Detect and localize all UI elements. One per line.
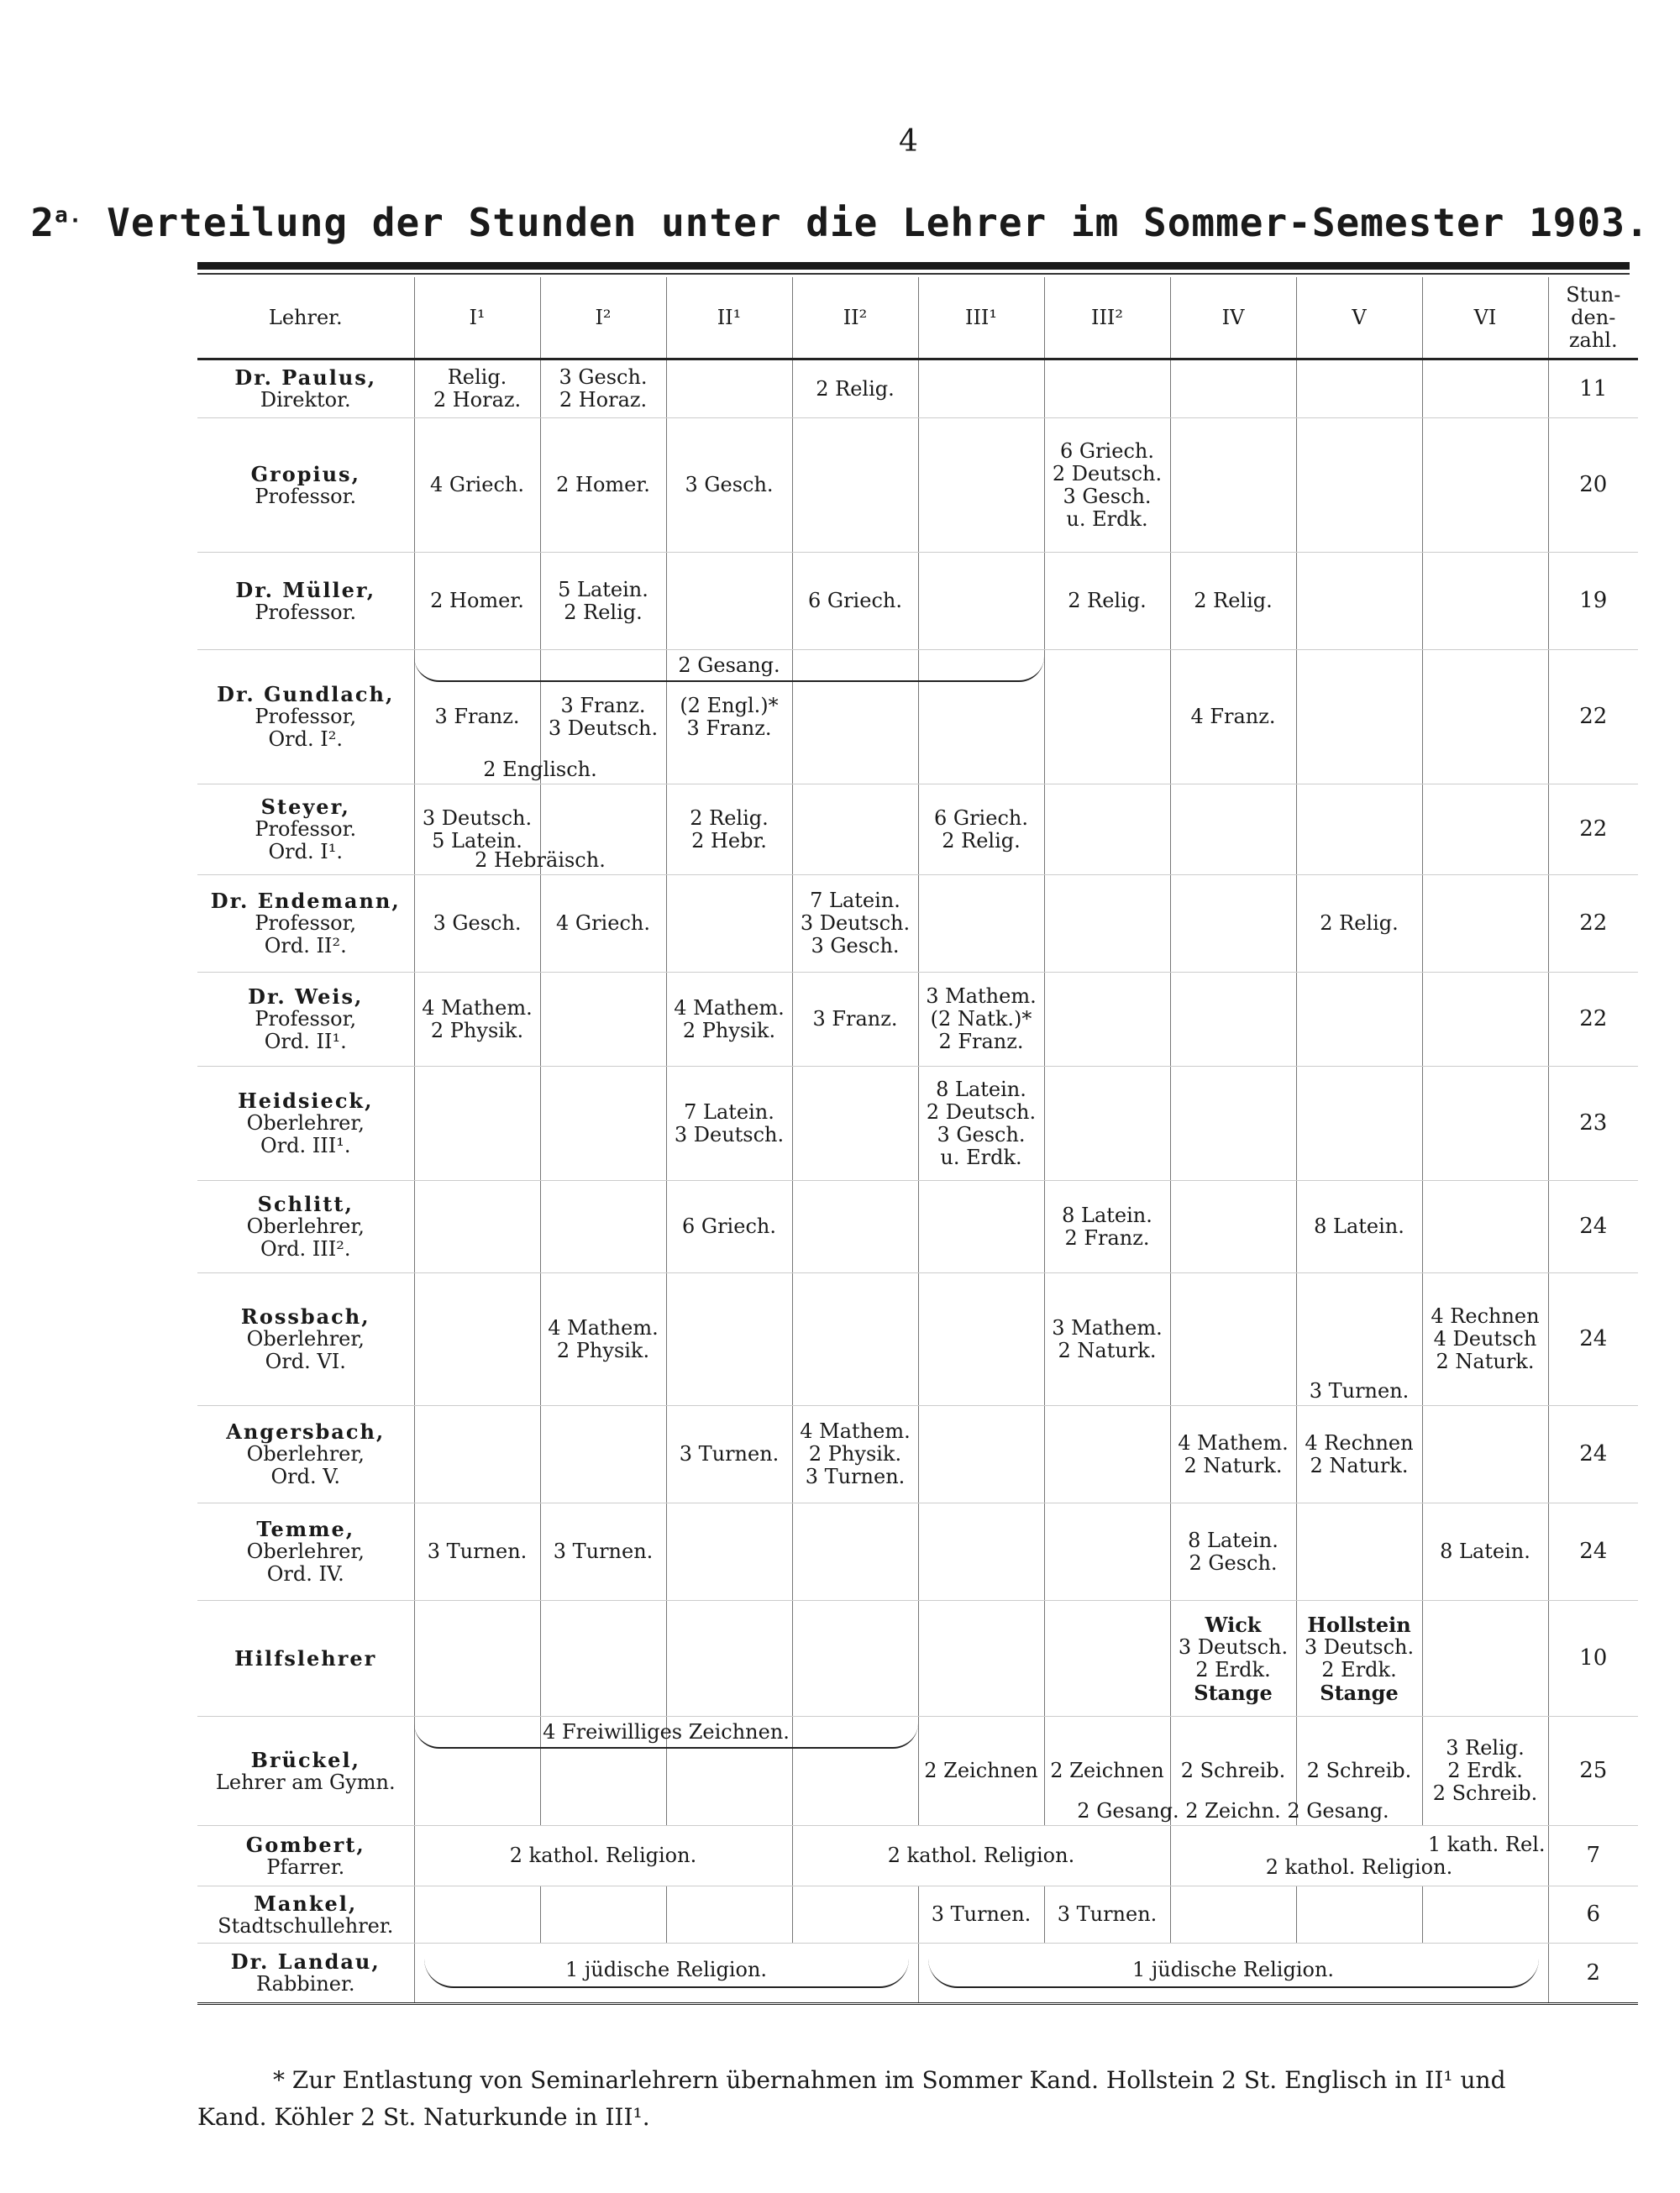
class-cell: 3 Franz. 3 Deutsch. xyxy=(540,650,666,784)
class-cell: 2 Zeichnen xyxy=(918,1717,1044,1826)
schedule-table xyxy=(197,277,1638,2005)
teacher-title: Direktor. xyxy=(260,388,351,412)
total-hours: 24 xyxy=(1548,1181,1638,1273)
class-cell: 3 Relig. 2 Erdk. 2 Schreib. xyxy=(1422,1717,1548,1826)
class-cell xyxy=(1170,418,1296,553)
total-hours: 11 xyxy=(1548,359,1638,418)
class-cell xyxy=(1044,1406,1170,1503)
class-cell xyxy=(666,1886,792,1944)
teacher-cell xyxy=(197,1067,414,1181)
class-cell: 2 Relig. xyxy=(1044,553,1170,650)
class-cell: 2 Relig. 2 Hebr. xyxy=(666,784,792,875)
class-cell xyxy=(1422,650,1548,784)
total-hours: 6 xyxy=(1548,1886,1638,1944)
teacher-name: Brückel, xyxy=(250,1747,360,1772)
class-cell xyxy=(1422,1886,1548,1944)
table-row xyxy=(197,1067,1638,1181)
span-cell xyxy=(918,1944,1548,2004)
class-cell xyxy=(1296,973,1422,1067)
total-hours: 22 xyxy=(1548,875,1638,973)
assistant-name: Hollstein xyxy=(1307,1612,1411,1637)
class-cell xyxy=(792,1181,918,1273)
class-cell: 2 Homer. xyxy=(414,553,540,650)
teacher-title: Professor. xyxy=(255,484,357,508)
span-text: 2 kathol. Religion. xyxy=(1265,1855,1453,1879)
class-cell xyxy=(1044,1601,1170,1717)
teacher-name: Heidsieck, xyxy=(238,1089,374,1113)
teacher-cell xyxy=(197,1503,414,1601)
class-cell: 5 Latein. 2 Relig. xyxy=(540,553,666,650)
class-cell xyxy=(918,1406,1044,1503)
class-cell xyxy=(1170,359,1296,418)
class-cell xyxy=(1044,1067,1170,1181)
teacher-cell xyxy=(197,1886,414,1944)
subject-line: 3 Deutsch. xyxy=(1178,1634,1289,1659)
class-cell: 6 Griech. 2 Relig. xyxy=(918,784,1044,875)
class-cell xyxy=(1422,1067,1548,1181)
table-row xyxy=(197,418,1638,553)
class-cell xyxy=(666,553,792,650)
class-cell xyxy=(666,875,792,973)
teacher-cell xyxy=(197,418,414,553)
span-cell: 2 kathol. Religion. xyxy=(792,1826,1170,1886)
table-row xyxy=(197,1886,1638,1944)
assistant-name: Stange xyxy=(1194,1680,1273,1705)
class-cell xyxy=(666,359,792,418)
span-note-bottom: 2 Gesang. 2 Zeichn. 2 Gesang. xyxy=(1077,1798,1389,1823)
class-cell: 2 Schreib. xyxy=(1296,1717,1422,1826)
total-hours: 24 xyxy=(1548,1273,1638,1406)
class-cell xyxy=(1170,1886,1296,1944)
table-row xyxy=(197,1944,1638,2004)
total-hours: 2 xyxy=(1548,1944,1638,2004)
class-cell: 3 Mathem. (2 Natk.)* 2 Franz. xyxy=(918,973,1044,1067)
class-cell: 2 Zeichnen xyxy=(1044,1717,1170,1826)
class-cell xyxy=(918,875,1044,973)
class-cell xyxy=(1170,784,1296,875)
teacher-cell xyxy=(197,553,414,650)
class-cell: 7 Latein. 3 Deutsch. 3 Gesch. xyxy=(792,875,918,973)
class-cell xyxy=(540,1181,666,1273)
class-cell xyxy=(918,1503,1044,1601)
total-hours: 24 xyxy=(1548,1406,1638,1503)
class-cell xyxy=(792,1067,918,1181)
teacher-cell xyxy=(197,1944,414,2004)
span-bracket: 1 jüdische Religion. xyxy=(928,1959,1539,1988)
teacher-title: Oberlehrer, Ord. V. xyxy=(246,1442,365,1488)
class-cell xyxy=(1296,359,1422,418)
header-class: II² xyxy=(792,277,918,359)
class-cell: 4 Mathem. 2 Physik. xyxy=(666,973,792,1067)
table-row xyxy=(197,1406,1638,1503)
class-cell xyxy=(414,1067,540,1181)
class-cell xyxy=(918,1601,1044,1717)
assistant-name: Stange xyxy=(1320,1680,1399,1705)
teacher-name: Steyer, xyxy=(260,795,350,819)
subject-line: 2 Erdk. xyxy=(1321,1657,1397,1681)
teacher-cell xyxy=(197,1717,414,1826)
class-cell xyxy=(414,1181,540,1273)
class-cell xyxy=(1422,875,1548,973)
total-hours: 23 xyxy=(1548,1067,1638,1181)
header-class: I² xyxy=(540,277,666,359)
teacher-name: Dr. Müller, xyxy=(235,577,376,602)
teacher-title: Professor. Ord. I¹. xyxy=(255,817,357,863)
class-cell xyxy=(666,1503,792,1601)
span-bracket: 1 jüdische Religion. xyxy=(424,1959,909,1988)
class-cell xyxy=(1044,784,1170,875)
teacher-name: Angersbach, xyxy=(226,1419,386,1444)
footnote-line-1: * Zur Entlastung von Seminarlehrern übernahmen im Sommer Kand. Hollstein 2 St. Englisch in II¹ und xyxy=(273,2066,1506,2094)
table-row xyxy=(197,1181,1638,1273)
teacher-cell xyxy=(197,1826,414,1886)
class-cell: 4 Mathem. 2 Physik. xyxy=(414,973,540,1067)
total-hours: 22 xyxy=(1548,784,1638,875)
span-cell xyxy=(414,1944,918,2004)
class-cell: 4 Rechnen 2 Naturk. xyxy=(1296,1406,1422,1503)
total-hours: 22 xyxy=(1548,973,1638,1067)
teacher-title: Professor, Ord. II¹. xyxy=(255,1007,357,1053)
class-cell xyxy=(414,1886,540,1944)
total-hours: 10 xyxy=(1548,1601,1638,1717)
header-row xyxy=(197,277,1638,359)
class-cell xyxy=(1422,359,1548,418)
class-cell xyxy=(1044,1503,1170,1601)
page-title xyxy=(0,200,1680,245)
class-cell xyxy=(1170,1601,1296,1717)
total-hours: 7 xyxy=(1548,1826,1638,1886)
class-cell: 8 Latein. 2 Franz. xyxy=(1044,1181,1170,1273)
class-cell: 3 Turnen. xyxy=(540,1503,666,1601)
teacher-name: Gombert, xyxy=(245,1832,365,1857)
teacher-title: Professor, Ord. II². xyxy=(255,911,357,957)
span-note-bottom: 2 Hebräisch. xyxy=(475,847,606,872)
class-cell xyxy=(792,784,918,875)
class-cell xyxy=(540,973,666,1067)
class-cell: 2 Relig. xyxy=(792,359,918,418)
class-cell xyxy=(1044,973,1170,1067)
class-cell xyxy=(540,1601,666,1717)
class-cell xyxy=(1170,1067,1296,1181)
teacher-cell xyxy=(197,784,414,875)
class-cell: 3 Franz. xyxy=(792,973,918,1067)
class-cell: 8 Latein. xyxy=(1296,1181,1422,1273)
teacher-title: Oberlehrer, Ord. III². xyxy=(246,1215,365,1261)
class-cell: 4 Griech. xyxy=(540,875,666,973)
table-row xyxy=(197,553,1638,650)
header-class: III² xyxy=(1044,277,1170,359)
class-cell: 2 Homer. xyxy=(540,418,666,553)
class-cell: 3 Deutsch. 5 Latein. xyxy=(414,784,540,875)
header-class: II¹ xyxy=(666,277,792,359)
class-cell xyxy=(1422,973,1548,1067)
class-cell: 2 Schreib. xyxy=(1170,1717,1296,1826)
class-cell: 6 Griech. xyxy=(666,1181,792,1273)
class-cell xyxy=(666,1273,792,1406)
class-cell: 4 Mathem. 2 Naturk. xyxy=(1170,1406,1296,1503)
footnote-line-2: Kand. Köhler 2 St. Naturkunde in III¹. xyxy=(197,2103,650,2131)
teacher-name: Rossbach, xyxy=(240,1304,370,1329)
total-hours: 19 xyxy=(1548,553,1638,650)
header-class: VI xyxy=(1422,277,1548,359)
class-cell: 3 Gesch. 2 Horaz. xyxy=(540,359,666,418)
teacher-cell xyxy=(197,1273,414,1406)
teacher-title: Lehrer am Gymn. xyxy=(215,1770,396,1794)
class-cell: 4 Rechnen 4 Deutsch 2 Naturk. xyxy=(1422,1273,1548,1406)
table-row xyxy=(197,875,1638,973)
class-cell xyxy=(540,1067,666,1181)
teacher-name: Dr. Paulus, xyxy=(234,365,377,390)
subject-line: 2 Erdk. xyxy=(1195,1657,1271,1681)
header-class: III¹ xyxy=(918,277,1044,359)
class-cell xyxy=(1170,1181,1296,1273)
header-total: Stun- den- zahl. xyxy=(1548,277,1638,359)
class-cell: 8 Latein. 2 Gesch. xyxy=(1170,1503,1296,1601)
class-cell: 3 Turnen. xyxy=(918,1886,1044,1944)
title-prefix: 2 xyxy=(30,200,55,245)
footnote xyxy=(197,2062,1630,2136)
class-cell: 3 Mathem. 2 Naturk. xyxy=(1044,1273,1170,1406)
class-cell xyxy=(1422,784,1548,875)
teacher-cell xyxy=(197,1406,414,1503)
header-class: I¹ xyxy=(414,277,540,359)
span-note-top: 4 Freiwilliges Zeichnen. xyxy=(414,1720,918,1749)
teacher-cell xyxy=(197,973,414,1067)
class-cell xyxy=(1422,1406,1548,1503)
teacher-title: Pfarrer. xyxy=(266,1855,345,1879)
class-cell: 4 Mathem. 2 Physik. 3 Turnen. xyxy=(792,1406,918,1503)
class-cell xyxy=(918,553,1044,650)
class-cell xyxy=(540,1406,666,1503)
class-cell xyxy=(918,1273,1044,1406)
class-cell xyxy=(1296,418,1422,553)
class-cell xyxy=(1296,650,1422,784)
table-row xyxy=(197,1503,1638,1601)
class-cell xyxy=(1170,973,1296,1067)
span-note-top: 2 Gesang. xyxy=(414,653,1044,682)
teacher-cell xyxy=(197,1181,414,1273)
title-sup: a. xyxy=(55,202,83,228)
page-number: 4 xyxy=(899,124,918,159)
class-cell: 6 Griech. 2 Deutsch. 3 Gesch. u. Erdk. xyxy=(1044,418,1170,553)
title-rule xyxy=(197,262,1630,270)
teacher-cell xyxy=(197,359,414,418)
total-hours: 24 xyxy=(1548,1503,1638,1601)
header-lehrer: Lehrer. xyxy=(197,277,414,359)
teacher-title: Professor, Ord. I². xyxy=(255,705,357,751)
table-row xyxy=(197,1601,1638,1717)
class-cell xyxy=(918,418,1044,553)
class-cell xyxy=(1170,875,1296,973)
class-cell xyxy=(918,359,1044,418)
span-note-bottom: 3 Turnen. xyxy=(1309,1378,1410,1403)
class-cell xyxy=(540,1886,666,1944)
class-cell xyxy=(1422,553,1548,650)
class-cell: 4 Griech. xyxy=(414,418,540,553)
assistant-name: Wick xyxy=(1205,1612,1262,1637)
class-cell: 8 Latein. xyxy=(1422,1503,1548,1601)
class-cell: 4 Franz. xyxy=(1170,650,1296,784)
class-cell: 2 Relig. xyxy=(1170,553,1296,650)
title-text: Verteilung der Stunden unter die Lehrer im Sommer-Semester 1903. xyxy=(107,200,1650,245)
teacher-name: Gropius, xyxy=(250,461,360,486)
title-rule-thin xyxy=(197,273,1630,275)
teacher-cell xyxy=(197,650,414,784)
table-row xyxy=(197,1826,1638,1886)
teacher-title: Oberlehrer, Ord. III¹. xyxy=(246,1111,365,1157)
class-cell xyxy=(792,418,918,553)
class-cell: 3 Gesch. xyxy=(666,418,792,553)
class-cell xyxy=(1422,418,1548,553)
table-body xyxy=(197,359,1638,2004)
teacher-cell xyxy=(197,875,414,973)
teacher-name: Dr. Weis, xyxy=(248,984,364,1009)
class-cell: 4 Mathem. 2 Physik. xyxy=(540,1273,666,1406)
class-cell xyxy=(1044,650,1170,784)
class-cell: 3 Turnen. xyxy=(1044,1886,1170,1944)
class-cell: 3 Franz. xyxy=(414,650,540,784)
class-cell: 7 Latein. 3 Deutsch. xyxy=(666,1067,792,1181)
class-cell xyxy=(792,1503,918,1601)
total-hours: 22 xyxy=(1548,650,1638,784)
class-cell xyxy=(918,1181,1044,1273)
class-cell: 3 Gesch. xyxy=(414,875,540,973)
teacher-title: Stadtschullehrer. xyxy=(218,1913,394,1938)
subject-line: 3 Deutsch. xyxy=(1304,1634,1415,1659)
class-cell: 8 Latein. 2 Deutsch. 3 Gesch. u. Erdk. xyxy=(918,1067,1044,1181)
class-cell xyxy=(1422,1181,1548,1273)
class-cell xyxy=(1296,1067,1422,1181)
class-cell xyxy=(792,1273,918,1406)
class-cell xyxy=(666,1601,792,1717)
class-cell: Relig. 2 Horaz. xyxy=(414,359,540,418)
teacher-name: Dr. Gundlach, xyxy=(217,682,395,706)
class-cell: 3 Turnen. xyxy=(414,1503,540,1601)
span-cell xyxy=(1170,1826,1548,1886)
table-row xyxy=(197,359,1638,418)
teacher-title: Oberlehrer, Ord. VI. xyxy=(246,1327,365,1373)
class-cell: 3 Turnen. xyxy=(666,1406,792,1503)
extra-note: 1 kath. Rel. xyxy=(1427,1832,1546,1856)
teacher-name: Schlitt, xyxy=(257,1192,354,1216)
class-cell xyxy=(1422,1601,1548,1717)
teacher-title: Professor. xyxy=(255,600,357,624)
class-cell xyxy=(414,1273,540,1406)
class-cell xyxy=(1296,1503,1422,1601)
class-cell xyxy=(792,1886,918,1944)
span-cell: 2 kathol. Religion. xyxy=(414,1826,792,1886)
span-note-bottom: 2 Englisch. xyxy=(483,757,597,781)
class-cell xyxy=(1296,553,1422,650)
class-cell xyxy=(1044,875,1170,973)
teacher-name: Dr. Landau, xyxy=(230,1949,381,1974)
table-row xyxy=(197,973,1638,1067)
teacher-name: Mankel, xyxy=(254,1891,358,1916)
teacher-name: Hilfslehrer xyxy=(234,1646,377,1671)
teacher-cell xyxy=(197,1601,414,1717)
class-cell xyxy=(792,1601,918,1717)
class-cell xyxy=(1044,359,1170,418)
header-class: IV xyxy=(1170,277,1296,359)
class-cell xyxy=(414,1406,540,1503)
teacher-title: Rabbiner. xyxy=(256,1972,355,1996)
class-cell xyxy=(414,1601,540,1717)
total-hours: 20 xyxy=(1548,418,1638,553)
class-cell: 6 Griech. xyxy=(792,553,918,650)
class-cell: 2 Relig. xyxy=(1296,875,1422,973)
teacher-name: Temme, xyxy=(256,1517,355,1541)
teacher-name: Dr. Endemann, xyxy=(210,889,401,913)
class-cell: (2 Engl.)* 3 Franz. xyxy=(666,650,792,784)
header-class: V xyxy=(1296,277,1422,359)
class-cell xyxy=(1296,784,1422,875)
teacher-title: Oberlehrer, Ord. IV. xyxy=(246,1540,365,1586)
class-cell xyxy=(1296,1886,1422,1944)
total-hours: 25 xyxy=(1548,1717,1638,1826)
class-cell xyxy=(1296,1601,1422,1717)
